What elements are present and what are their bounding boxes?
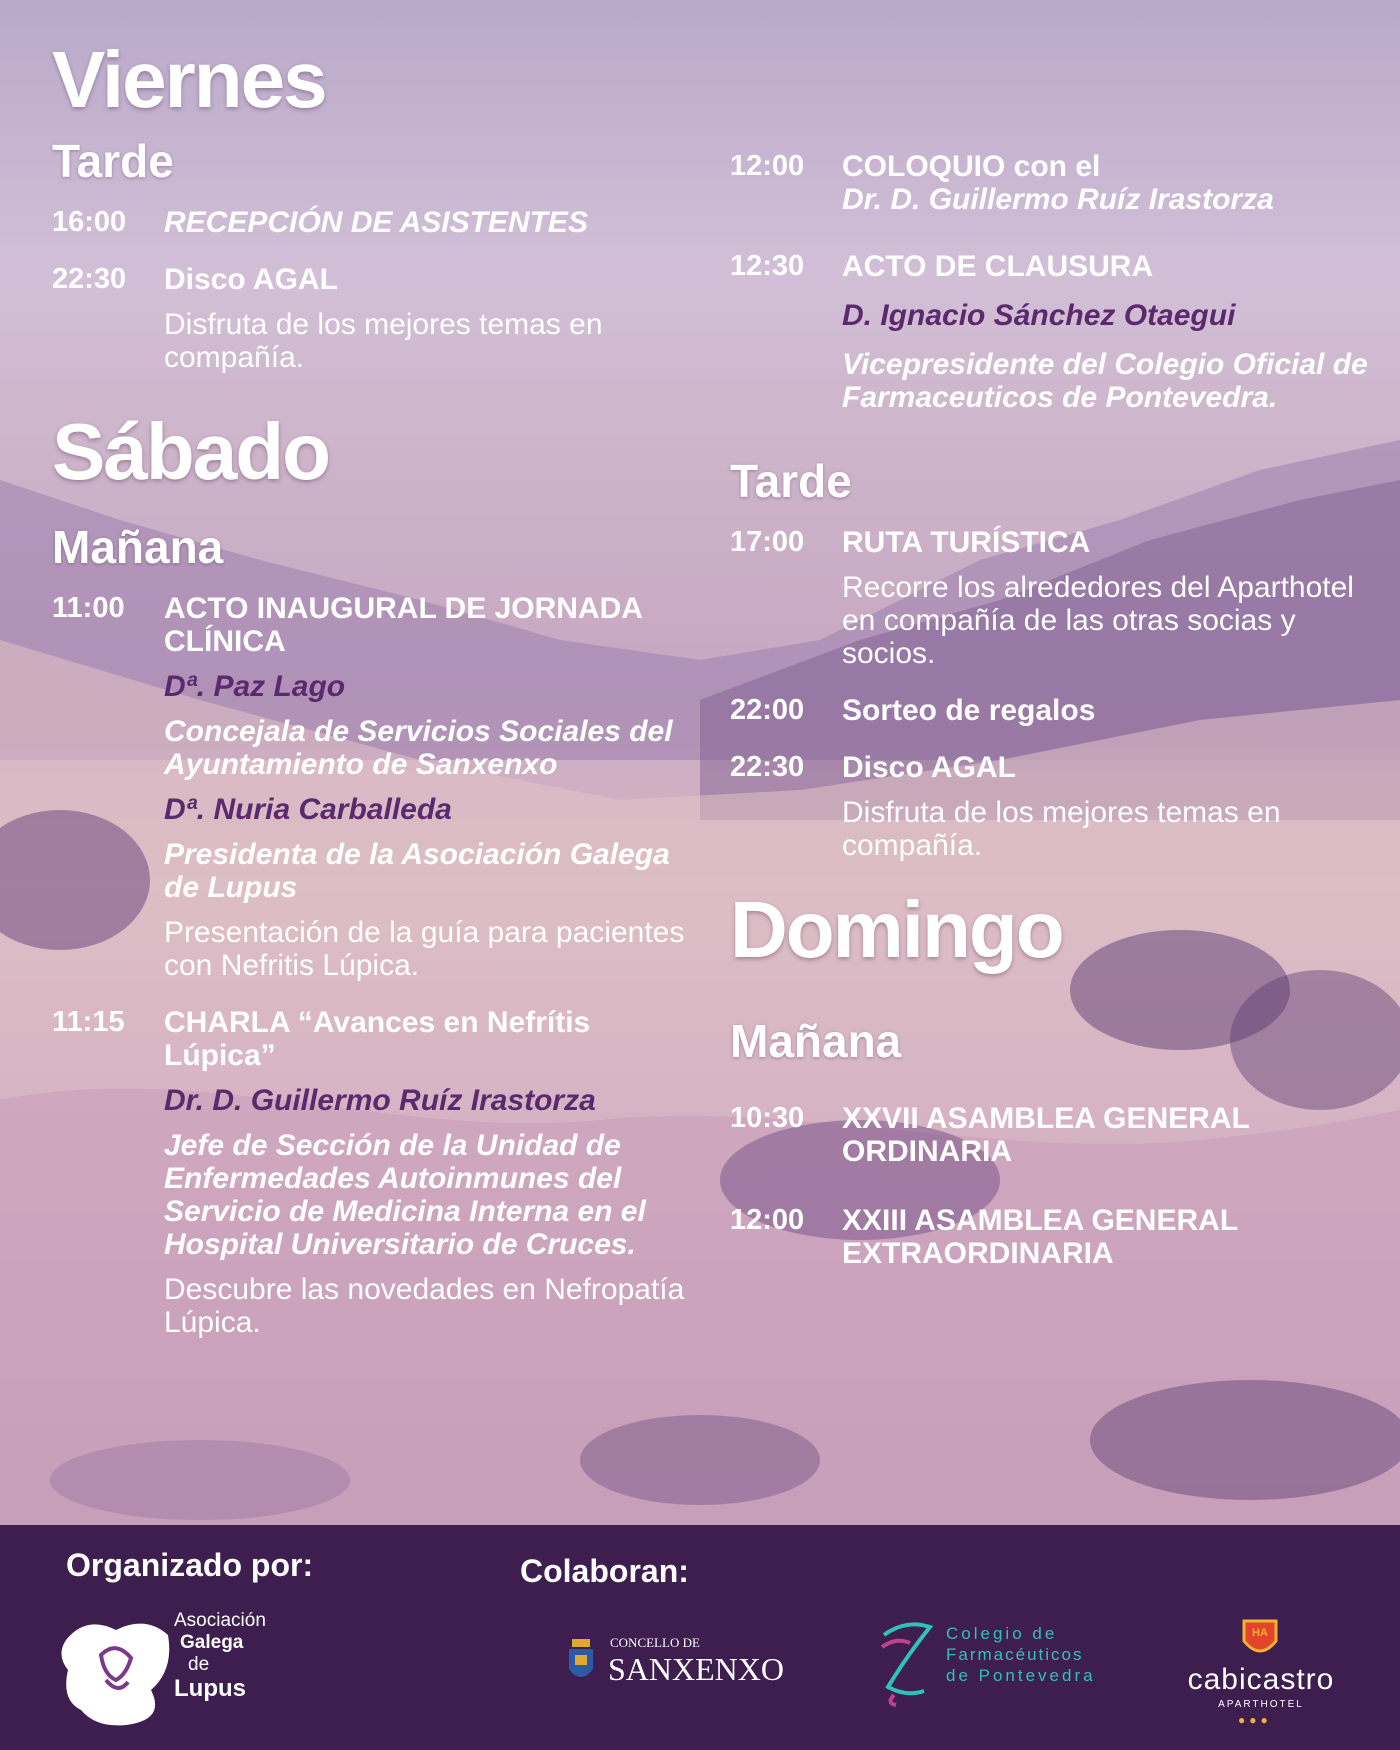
domingo-manana: Mañana (730, 1015, 902, 1067)
sanxenxo-big: SANXENXO (608, 1651, 784, 1687)
event-time: 16:00 (52, 206, 127, 238)
speaker-name: D. Ignacio Sánchez Otaegui (842, 299, 1236, 332)
day-domingo: Domingo (730, 885, 1063, 974)
speaker-role: Concejala de Servicios Sociales del Ayuntamiento de Sanxenxo (164, 715, 673, 781)
sanxenxo-small: CONCELLO DE (610, 1635, 700, 1650)
event-item (730, 250, 1370, 414)
event-time: 12:00 (730, 150, 805, 182)
event-time: 22:30 (52, 263, 127, 295)
event-title: COLOQUIO con el (842, 150, 1101, 183)
event-item (730, 751, 1370, 862)
sabado-manana: Mañana (52, 521, 224, 573)
event-time: 22:00 (730, 694, 805, 726)
event-description: Presentación de la guía para pacientes con Nefritis Lúpica. (164, 916, 685, 982)
speaker-name: Dª. Nuria Carballeda (164, 793, 452, 826)
event-description: Disfruta de los mejores temas en compañía. (164, 308, 603, 374)
event-time: 17:00 (730, 526, 805, 558)
event-item (52, 263, 702, 374)
day-viernes: Viernes (52, 35, 326, 124)
event-item (52, 592, 702, 982)
event-title: Disco AGAL (842, 751, 1016, 784)
event-title: XXIII ASAMBLEA GENERAL EXTRAORDINARIA (842, 1204, 1238, 1270)
event-item (730, 526, 1370, 670)
event-item (730, 150, 1370, 216)
cabicastro-sub: APARTHOTEL (1218, 1699, 1304, 1710)
event-time: 11:00 (52, 592, 125, 624)
stars-icon: ●●● (1238, 1713, 1272, 1727)
event-title: RUTA TURÍSTICA (842, 526, 1091, 559)
cabicastro-badge: HA (1252, 1627, 1268, 1639)
event-title: ACTO DE CLAUSURA (842, 250, 1154, 283)
left-column (52, 35, 702, 1363)
event-item (730, 1102, 1370, 1168)
event-description: Recorre los alrededores del Aparthotel en compañía de las otras socias y socios. (842, 571, 1354, 670)
right-column (730, 150, 1370, 1294)
colegio-line3: de Pontevedra (946, 1666, 1096, 1685)
cabicastro-name: cabicastro (1187, 1663, 1335, 1696)
event-title: Disco AGAL (164, 263, 338, 296)
collaborators-heading: Colaboran: (520, 1553, 689, 1589)
event-item (52, 206, 702, 239)
event-item (730, 694, 1370, 727)
event-time: 22:30 (730, 751, 805, 783)
colegio-line2: Farmacéuticos (946, 1645, 1084, 1664)
cabicastro-logo (1176, 1617, 1346, 1727)
speaker-name: Dr. D. Guillermo Ruíz Irastorza (842, 183, 1274, 216)
event-title: Sorteo de regalos (842, 694, 1096, 727)
event-description: Descubre las novedades en Nefropatía Lúpica. (164, 1273, 685, 1339)
speaker-role: Presidenta de la Asociación Galega de Lupus (164, 838, 670, 904)
speaker-name: Dª. Paz Lago (164, 670, 346, 703)
coat-of-arms-icon (566, 1639, 596, 1687)
sponsors-footer (0, 1525, 1400, 1750)
agal-line2: Galega (180, 1632, 244, 1653)
sabado-tarde: Tarde (730, 455, 852, 507)
event-time: 12:00 (730, 1204, 805, 1236)
agal-line4: Lupus (174, 1675, 246, 1702)
agal-line1: Asociación (174, 1610, 266, 1631)
event-title: ACTO INAUGURAL DE JORNADA CLÍNICA (164, 592, 642, 658)
event-time: 10:30 (730, 1102, 805, 1134)
agal-line3: de (188, 1654, 210, 1675)
pharmacy-logo-icon (876, 1617, 936, 1707)
sanxenxo-logo (566, 1635, 806, 1695)
event-item (52, 1006, 702, 1339)
event-title: CHARLA “Avances en Nefrítis Lúpica” (164, 1006, 591, 1072)
event-item (730, 1204, 1370, 1270)
viernes-tarde: Tarde (52, 135, 174, 187)
butterfly-logo-icon (56, 1610, 176, 1730)
speaker-role: Jefe de Sección de la Unidad de Enfermedades Autoinmunes del Servicio de Medicina Interna en el Hospital Universitario de Cruces. (164, 1129, 646, 1261)
event-description: Disfruta de los mejores temas en compañía. (842, 796, 1281, 862)
colegio-line1: Colegio de (946, 1624, 1058, 1643)
speaker-role: Vicepresidente del Colegio Oficial de Farmaceuticos de Pontevedra. (842, 348, 1368, 414)
event-title: XXVII ASAMBLEA GENERAL ORDINARIA (842, 1102, 1250, 1168)
speaker-name: Dr. D. Guillermo Ruíz Irastorza (164, 1084, 596, 1117)
event-time: 11:15 (52, 1006, 125, 1038)
organizers-heading: Organizado por: (66, 1547, 314, 1583)
event-time: 12:30 (730, 250, 805, 282)
agal-logo (56, 1610, 276, 1735)
shield-icon (1242, 1617, 1278, 1661)
event-title: RECEPCIÓN DE ASISTENTES (164, 206, 588, 239)
colegio-logo (876, 1617, 1116, 1717)
day-sabado: Sábado (52, 407, 329, 496)
